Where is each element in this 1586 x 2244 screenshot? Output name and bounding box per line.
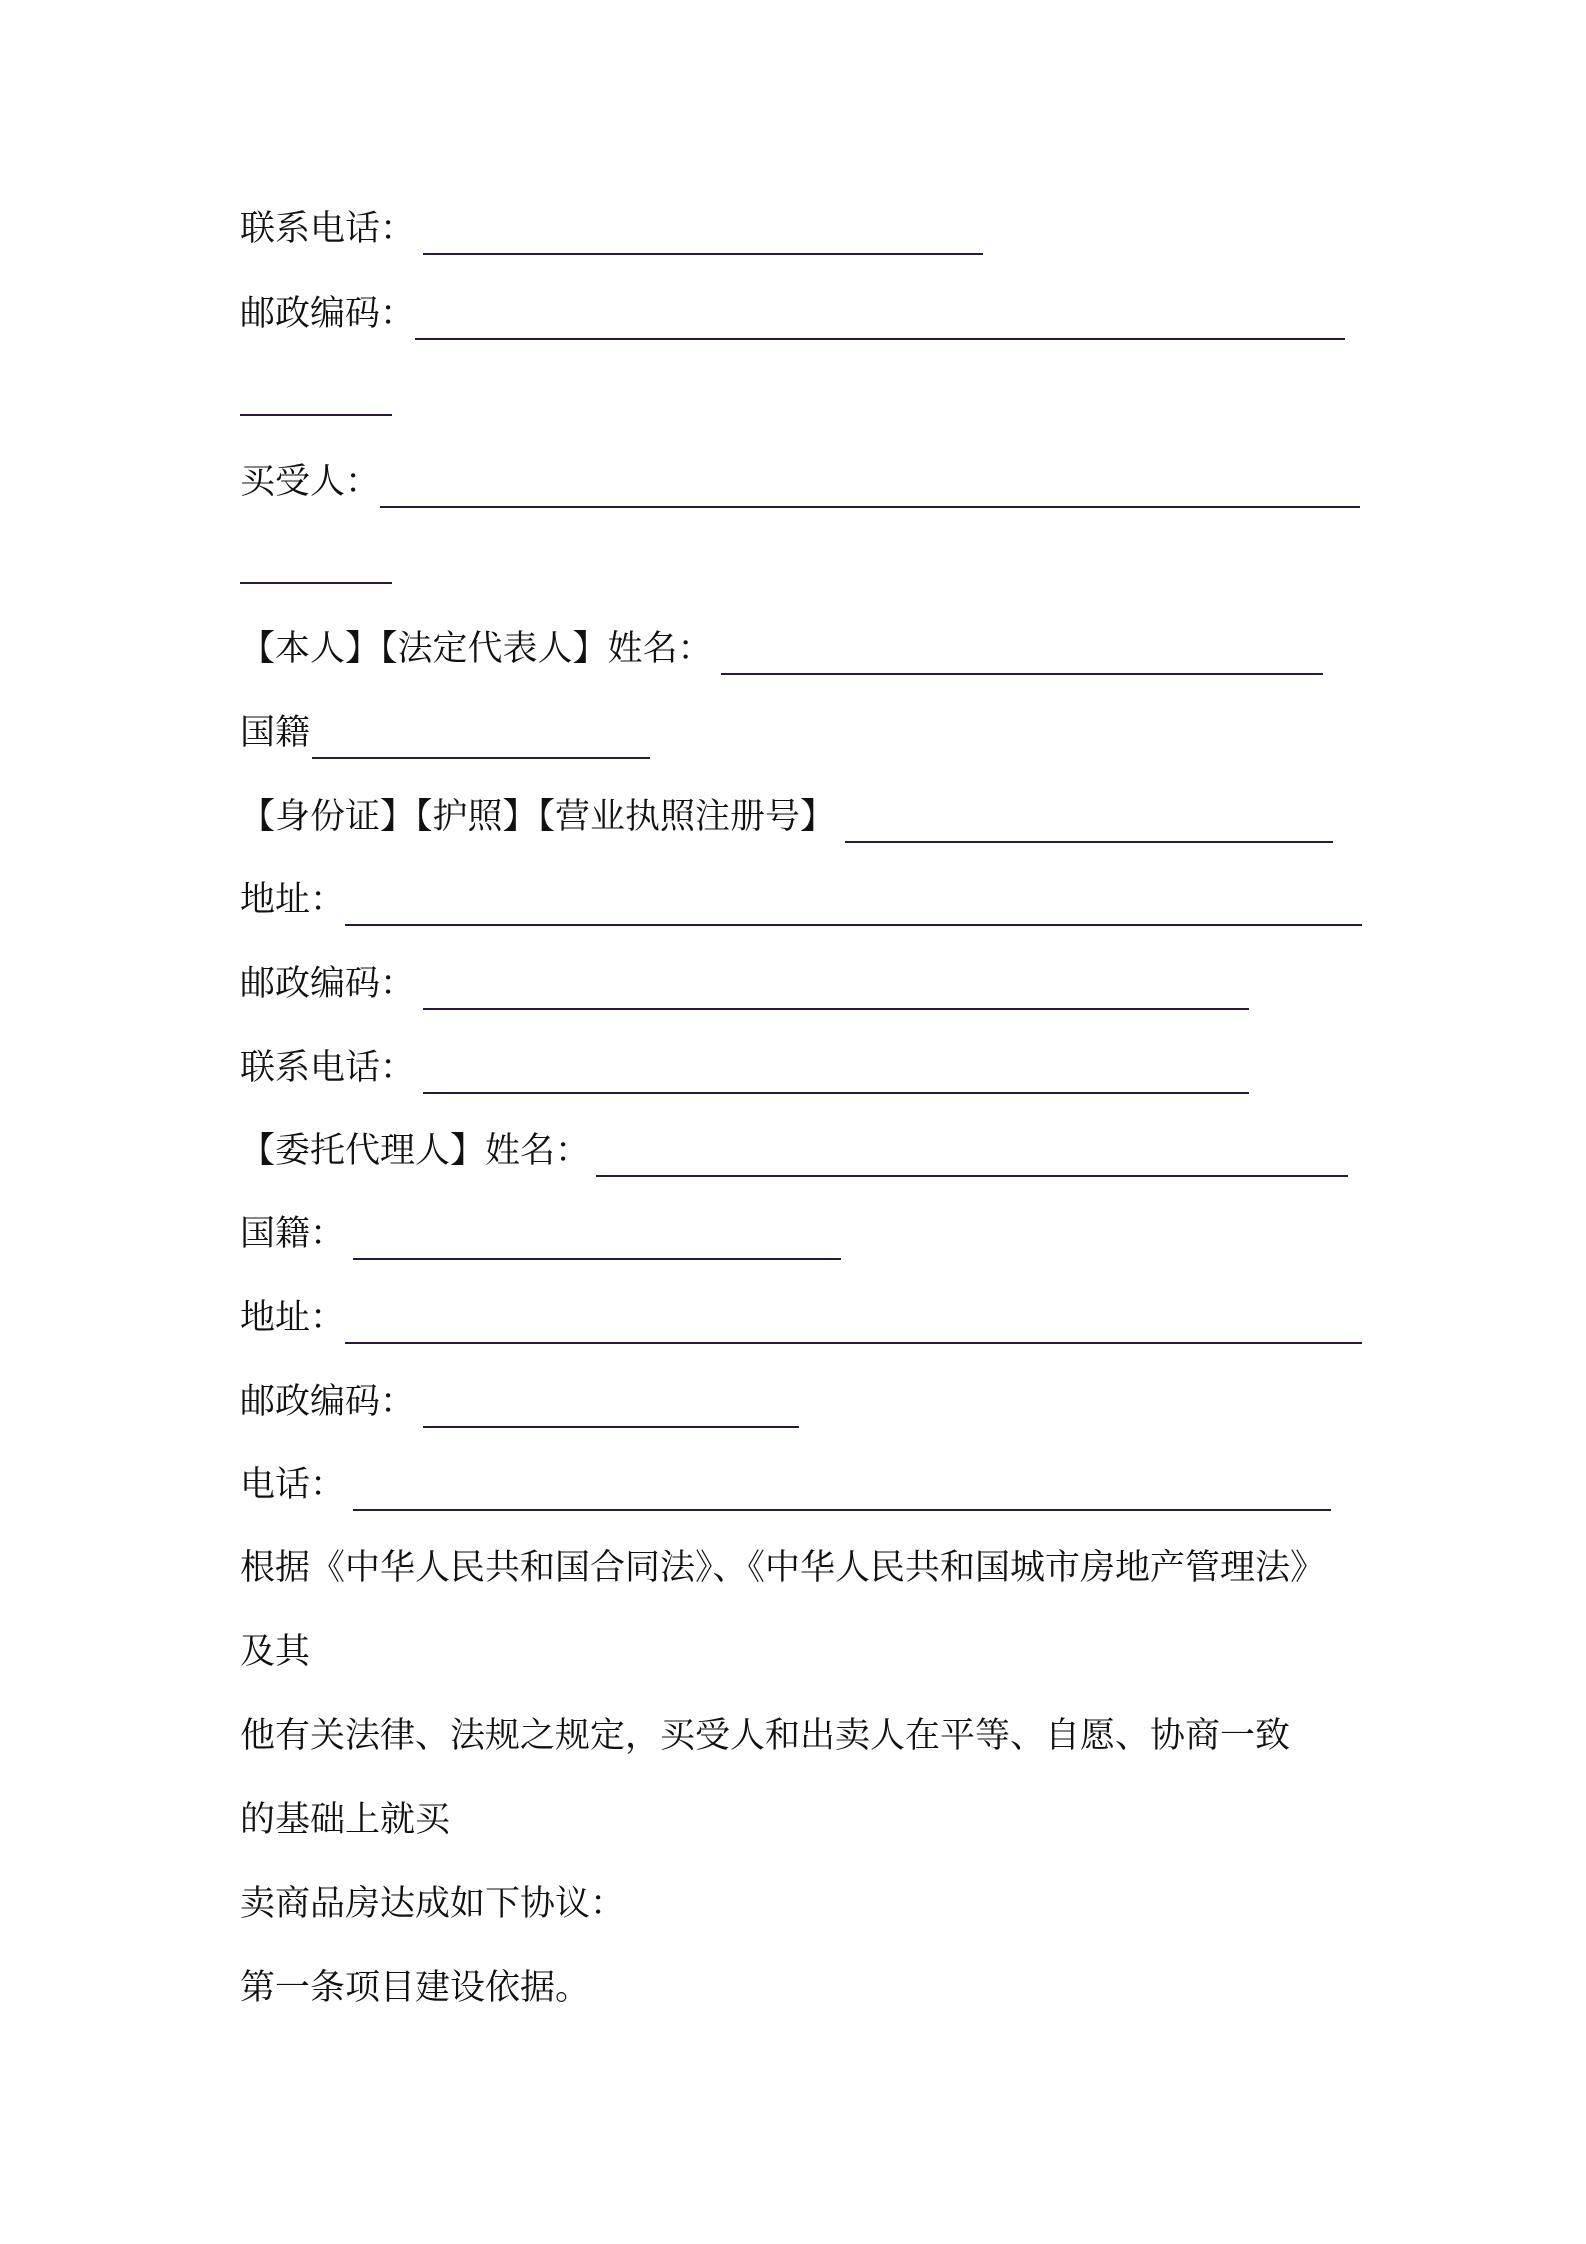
address-row-2 xyxy=(240,1284,1362,1344)
body-line-5: 卖商品房达成如下协议： xyxy=(240,1884,626,1924)
postcode-row-2 xyxy=(240,950,1249,1010)
buyer-blank[interactable] xyxy=(380,466,1360,508)
article-1-heading: 第一条项目建设依据。 xyxy=(240,1968,591,2008)
legal-rep-name-blank[interactable] xyxy=(721,633,1323,675)
postcode-blank-3[interactable] xyxy=(423,1386,799,1428)
body-line-3: 他有关法律、法规之规定，买受人和出卖人在平等、自愿、协商一致 xyxy=(240,1716,1291,1756)
postcode-label-3: 邮政编码： xyxy=(240,1382,416,1422)
phone-row-2 xyxy=(240,1034,1249,1094)
nationality-row-2 xyxy=(240,1200,841,1260)
telephone-label: 电话： xyxy=(240,1465,346,1505)
id-number-label: 【身份证】【护照】【营业执照注册号】 xyxy=(240,797,836,837)
agent-name-blank[interactable] xyxy=(596,1135,1348,1177)
postcode-blank-2[interactable] xyxy=(423,968,1249,1010)
body-line-4: 的基础上就买 xyxy=(240,1800,451,1840)
body-line-2: 及其 xyxy=(240,1632,311,1672)
id-number-blank[interactable] xyxy=(845,801,1333,843)
postcode-label-2: 邮政编码： xyxy=(240,964,416,1004)
postcode-row-3 xyxy=(240,1368,799,1428)
nationality-label-1: 国籍 xyxy=(240,713,311,753)
address-label-1: 地址： xyxy=(240,880,346,920)
seller-phone-blank[interactable] xyxy=(423,213,983,255)
address-row-1 xyxy=(240,866,1362,926)
seller-postcode-blank-continued[interactable] xyxy=(240,412,392,416)
nationality-label-2: 国籍： xyxy=(240,1214,346,1254)
address-blank-2[interactable] xyxy=(345,1302,1362,1344)
legal-rep-name-row xyxy=(240,615,1323,675)
id-number-row xyxy=(240,783,1333,843)
telephone-row xyxy=(240,1451,1331,1511)
seller-postcode-label: 邮政编码： xyxy=(240,294,416,334)
seller-phone-row xyxy=(240,195,983,255)
body-line-1: 根据《中华人民共和国合同法》、《中华人民共和国城市房地产管理法》 xyxy=(240,1548,1326,1588)
phone-label-2: 联系电话： xyxy=(240,1048,416,1088)
seller-postcode-blank[interactable] xyxy=(415,298,1345,340)
telephone-blank[interactable] xyxy=(353,1469,1331,1511)
buyer-row xyxy=(240,448,1360,508)
address-label-2: 地址： xyxy=(240,1298,346,1338)
agent-name-label: 【委托代理人】姓名： xyxy=(240,1131,591,1171)
nationality-blank-1[interactable] xyxy=(312,717,650,759)
legal-rep-name-label: 【本人】【法定代表人】姓名： xyxy=(240,629,713,669)
seller-phone-label: 联系电话： xyxy=(240,209,416,249)
agent-name-row xyxy=(240,1117,1348,1177)
seller-postcode-row xyxy=(240,280,1345,340)
address-blank-1[interactable] xyxy=(345,884,1362,926)
nationality-row-1 xyxy=(240,699,650,759)
buyer-blank-continued[interactable] xyxy=(240,580,392,584)
nationality-blank-2[interactable] xyxy=(353,1218,841,1260)
buyer-label: 买受人： xyxy=(240,462,381,502)
phone-blank-2[interactable] xyxy=(423,1052,1249,1094)
